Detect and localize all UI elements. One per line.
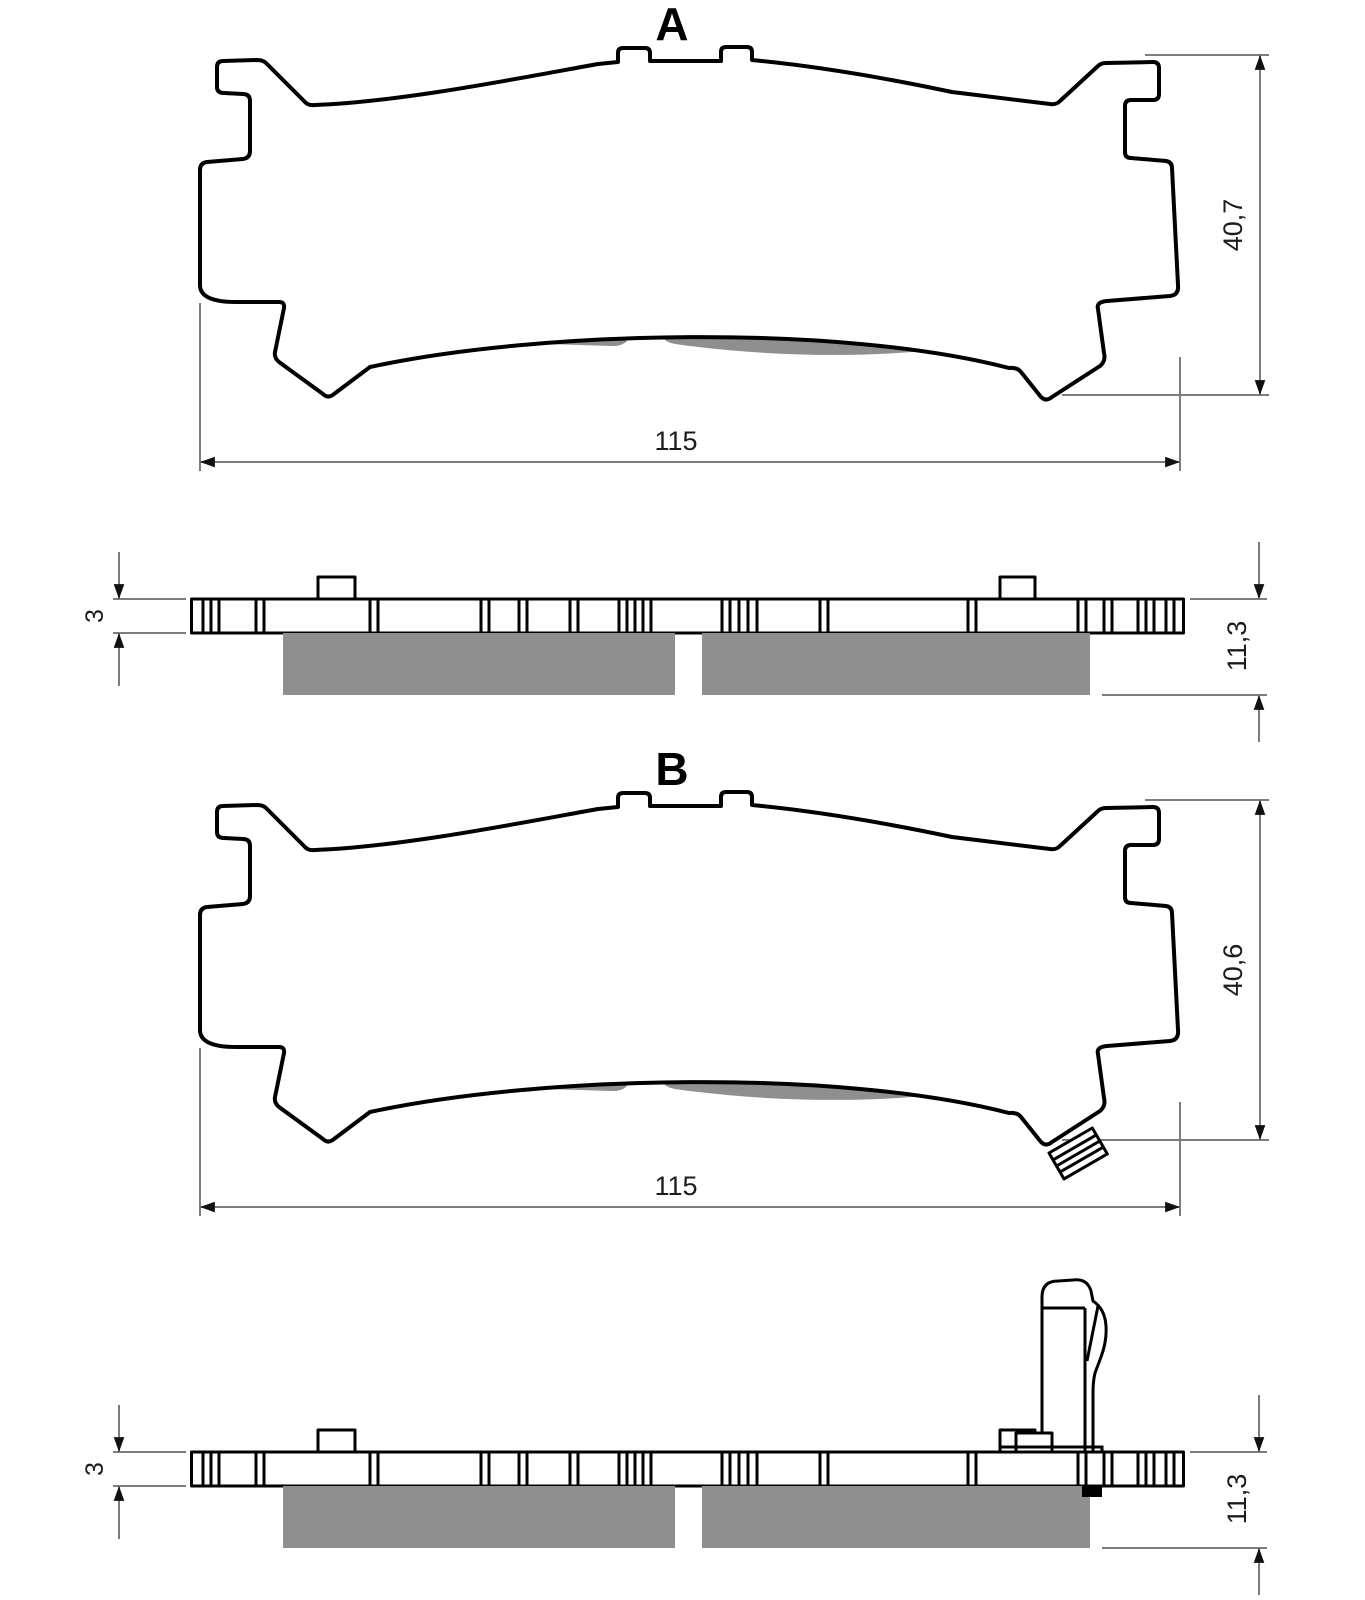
pad-b-width-value: 115 bbox=[654, 1171, 698, 1201]
pad-a-height-value: 40,7 bbox=[1218, 198, 1248, 252]
section-b-total-thickness-value: 11,3 bbox=[1222, 1473, 1252, 1525]
pad-b-height-value: 40,6 bbox=[1218, 943, 1248, 997]
section-b-plate-thickness-value: 3 bbox=[81, 1462, 109, 1476]
pad-a-front-view bbox=[200, 47, 1269, 471]
clip-base-step bbox=[1016, 1433, 1052, 1452]
pad-a-section-view bbox=[113, 542, 1267, 742]
pad-b-section-view bbox=[113, 1280, 1267, 1595]
view-a-label: A bbox=[655, 0, 689, 50]
pad-a-width-value: 115 bbox=[654, 426, 698, 456]
clip-stem bbox=[1042, 1280, 1106, 1452]
section-a-total-thickness-value: 11,3 bbox=[1222, 620, 1252, 672]
section-a-plate-thickness-value: 3 bbox=[81, 609, 109, 623]
view-b-label: B bbox=[655, 743, 689, 795]
pad-b-front-view bbox=[200, 792, 1269, 1216]
clip-under-hook bbox=[1082, 1486, 1102, 1497]
